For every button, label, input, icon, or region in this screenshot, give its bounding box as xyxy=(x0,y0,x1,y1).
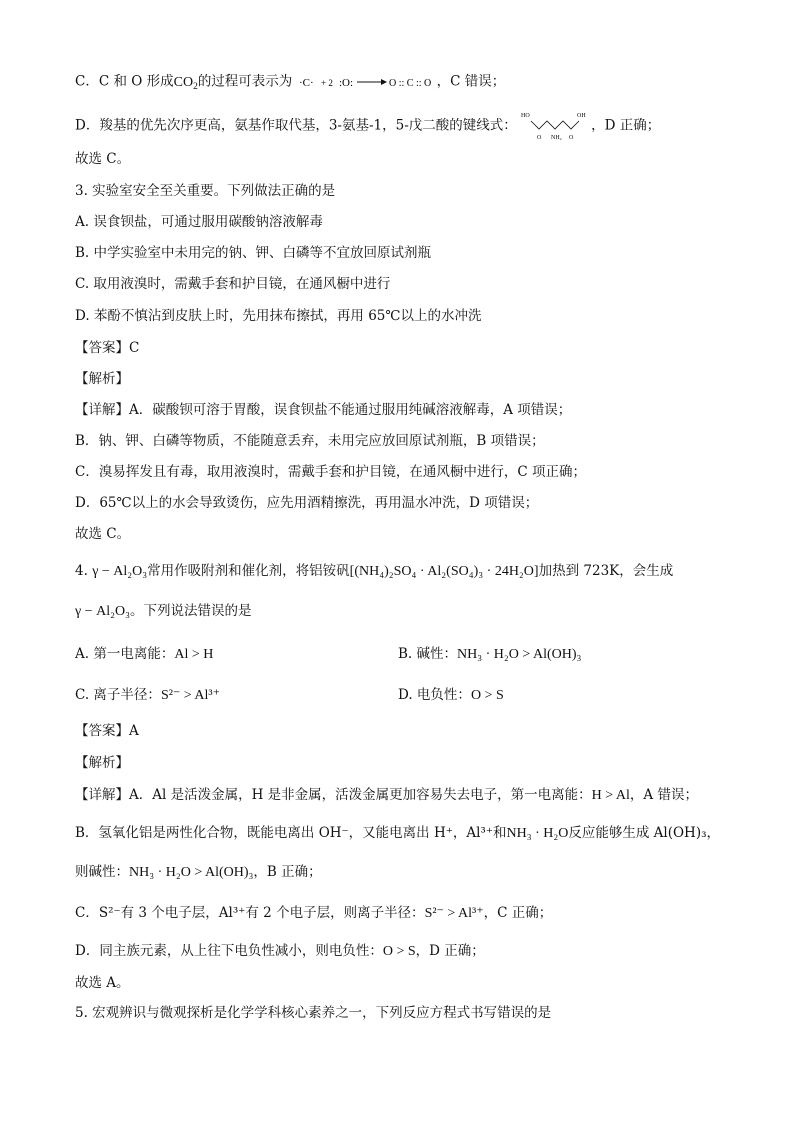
q2-d-text-pre: D．羧基的优先次序更高，氨基作取代基，3-氨基-1，5-戊二酸的键线式： xyxy=(75,117,517,134)
lewis-structure-diagram xyxy=(297,72,437,92)
q4-option-b: B. 碱性：NH₃ · H₂O > Al(OH)₃ xyxy=(398,646,582,662)
q4-stem-text-2: 加热到 723K，会生成 xyxy=(538,563,674,579)
ammonium-alum-formula: [(NH₄)₂SO₄ · Al₂(SO₄)₃ · 24H₂O] xyxy=(349,564,539,579)
q4-conclusion: 故选 A。 xyxy=(75,975,130,991)
q4-detail-a: 【详解】A．Al 是活泼金属，H 是非金属，活泼金属更加容易失去电子，第一电离能：H > Al，A 错误； xyxy=(75,787,698,803)
q3-analysis-label: 【解析】 xyxy=(75,371,129,387)
q2-c-text-pre: C．C 和 O 形成 xyxy=(75,73,174,90)
q4-stem-line1 xyxy=(75,562,673,581)
q4-option-c: C. 离子半径：S²⁻ > Al³⁺ xyxy=(75,687,221,703)
q4-analysis-label: 【解析】 xyxy=(75,755,129,771)
q3-option-b: B. 中学实验室中未用完的钠、钾、白磷等不宜放回原试剂瓶 xyxy=(75,245,432,261)
q4-detail-b-line2: 则碱性：NH₃ · H₂O > Al(OH)₃，B 正确； xyxy=(75,864,322,880)
q2-conclusion: 故选 C。 xyxy=(75,151,131,167)
skeletal-formula-diagram xyxy=(521,111,591,141)
q3-option-c: C. 取用液溴时，需戴手套和护目镜，在通风橱中进行 xyxy=(75,276,391,292)
q2-c-text-post: ，C 错误； xyxy=(436,73,506,90)
q2-c-text-mid: 的过程可表示为 xyxy=(197,73,293,90)
q4-stem-line2 xyxy=(75,602,251,621)
svg-text:+ 2: + 2 xyxy=(320,78,333,88)
q2-d-text-post: ，D 正确； xyxy=(591,117,661,134)
q3-option-a: A. 误食钡盐，可通过服用碳酸钠溶液解毒 xyxy=(75,214,323,230)
svg-text:OH: OH xyxy=(577,113,586,119)
q3-detail-a: 【详解】A．碳酸钡可溶于胃酸，误食钡盐不能通过服用纯碱溶液解毒，A 项错误； xyxy=(75,402,572,418)
q4-answer: 【答案】A xyxy=(75,723,139,739)
gamma-alumina-formula: γ − Al₂O₃ xyxy=(92,564,148,579)
svg-text:NH₂: NH₂ xyxy=(551,135,562,141)
q3-detail-b: B．钠、钾、白磷等物质，不能随意丢弃，未用完应放回原试剂瓶，B 项错误； xyxy=(75,433,545,449)
q4-option-a: A. 第一电离能：Al > H xyxy=(75,646,214,662)
svg-text:O :: C :: O: O :: C :: O xyxy=(388,78,431,89)
q3-detail-c: C．溴易挥发且有毒，取用液溴时，需戴手套和护目镜，在通风橱中进行，C 项正确； xyxy=(75,464,586,480)
q4-detail-d: D．同主族元素，从上往下电负性减小，则电负性：O > S，D 正确； xyxy=(75,943,485,959)
gamma-alumina-formula-2: γ − Al₂O₃ xyxy=(75,604,130,619)
co2-formula: $CO_2$ xyxy=(173,74,198,92)
q4-options-row-1 xyxy=(75,645,213,664)
q3-detail-d: D．65℃以上的水会导致烫伤，应先用酒精擦洗，再用温水冲洗，D 项错误； xyxy=(75,495,539,511)
svg-text:·C·: ·C· xyxy=(298,77,314,89)
svg-text::O:: :O: xyxy=(338,77,353,89)
q4-option-d: D. 电负性：O > S xyxy=(398,687,504,703)
svg-text:HO: HO xyxy=(521,113,530,119)
q4-number: 4. xyxy=(75,563,88,579)
q3-option-d: D. 苯酚不慎沾到皮肤上时，先用抹布擦拭，再用 65℃以上的水冲洗 xyxy=(75,308,482,324)
q4-stem-text-3: 。下列说法错误的是 xyxy=(129,603,252,619)
q5-stem: 5. 宏观辨识与微观探析是化学学科核心素养之一，下列反应方程式书写错误的是 xyxy=(75,1005,552,1021)
q3-answer: 【答案】C xyxy=(75,340,140,356)
q4-detail-c: C．S²⁻有 3 个电子层，Al³⁺有 2 个电子层，则离子半径：S²⁻ > Al³⁺，C 正确； xyxy=(75,905,553,921)
q3-stem: 3. 实验室安全至关重要。下列做法正确的是 xyxy=(75,183,336,199)
q4-detail-b-line1: B．氢氧化铝是两性化合物，既能电离出 OH⁻，又能电离出 H⁺，Al³⁺和NH₃ · H₂O反应能够生成 Al(OH)₃， xyxy=(75,825,721,841)
svg-text:O: O xyxy=(537,135,542,141)
q4-stem-text-1: 常用作吸附剂和催化剂，将铝铵矾 xyxy=(147,563,350,579)
q2-option-d xyxy=(75,111,660,141)
svg-text:O: O xyxy=(569,135,574,141)
q2-option-c xyxy=(75,72,505,96)
q3-conclusion: 故选 C。 xyxy=(75,526,131,542)
